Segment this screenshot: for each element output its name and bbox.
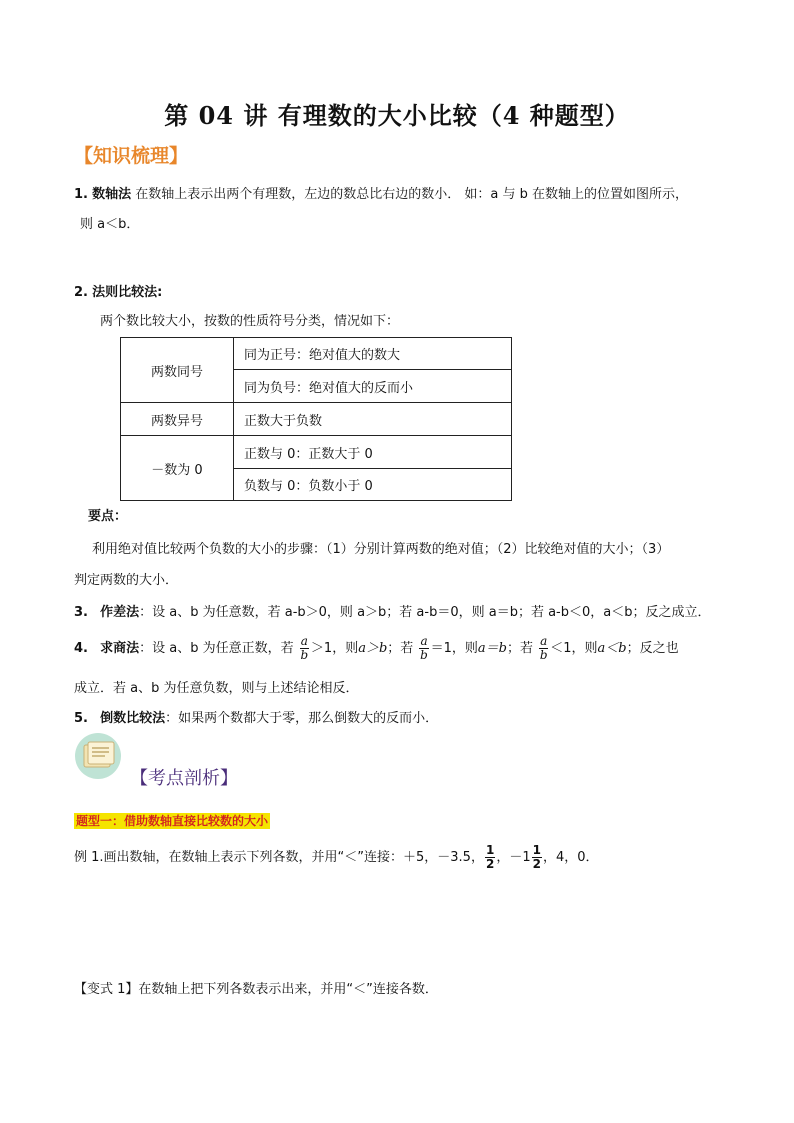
type-title: 题型一：借助数轴直接比较数的大小: [76, 814, 269, 828]
type-heading: [74, 810, 270, 829]
item-number: 3.: [74, 605, 88, 620]
table-cell-case: 同为正号：绝对值大的数大: [234, 338, 512, 370]
example-text: ，4，0．: [542, 850, 599, 865]
item-text: ；若: [506, 641, 533, 656]
item-text: ：如果两个数都大于零，那么倒数大的反而小．: [165, 711, 439, 726]
item-quotient-method: [74, 632, 679, 666]
item-text: a＞b: [358, 641, 388, 656]
item-text: a＝b: [477, 641, 507, 656]
table-cell-case: 正数大于负数: [234, 403, 512, 436]
item-text: ；反之也: [626, 641, 679, 656]
fraction-one-half: $\frac{1}{2}$: [485, 843, 495, 871]
item-rule-compare: [74, 284, 162, 302]
fraction-a-over-b: $\frac{a}{b}$: [300, 634, 309, 662]
page-title: 第 04 讲 有理数的大小比较（4 种题型）: [164, 101, 630, 130]
item-text: ＝1，则: [430, 641, 478, 656]
fraction-one-half: $\frac{1}{2}$: [532, 843, 541, 871]
item-label: 作差法: [100, 605, 140, 620]
item-text: ：设 a、b 为任意数，若 a-b＞0，则 a＞b；若 a-b＝0，则 a＝b；若 a-b＜0，a＜b；反之成立．: [139, 605, 711, 620]
key-points-line2: 判定两数的大小．: [74, 573, 179, 588]
key-points-line1: 利用绝对值比较两个负数的大小的步骤：（1）分别计算两数的绝对值；（2）比较绝对值的大小；（3）: [92, 542, 670, 557]
item-reciprocal-method: [74, 710, 438, 728]
example-text: 例 1.画出数轴，在数轴上表示下列各数，并用“＜”连接：＋5，－3.5，: [74, 850, 484, 865]
item-text: ：设 a、b 为任意正数，若: [139, 641, 294, 656]
item-text: a＜b: [597, 641, 627, 656]
table-cell-category: 两数同号: [121, 338, 234, 403]
variant-label: 【变式 1】: [74, 982, 139, 997]
rules-table: [120, 337, 512, 501]
item-intro: 两个数比较大小，按数的性质符号分类，情况如下：: [100, 314, 400, 329]
item-text: ＜1，则: [550, 641, 598, 656]
table-cell-category: －数为 0: [121, 436, 234, 501]
item-label: 数轴法: [92, 187, 132, 202]
table-cell-case: 同为负号：绝对值大的反而小: [234, 370, 512, 403]
section-heading-analysis: 【考点剖析】: [130, 768, 238, 789]
example-1: [74, 844, 599, 871]
example-text: ，－1: [496, 850, 531, 865]
section-heading-knowledge: 【知识梳理】: [74, 145, 189, 167]
item-label: 求商法: [100, 641, 140, 656]
item-text: ＞1，则: [310, 641, 359, 656]
variant-text: 在数轴上把下列各数表示出来，并用“＜”连接各数．: [138, 982, 438, 997]
item-text: 在数轴上表示出两个有理数，左边的数总比右边的数小． 如：a 与 b 在数轴上的位置如图所示，: [135, 187, 689, 202]
key-points-label: 要点：: [88, 509, 128, 524]
item-label: 倒数比较法: [100, 711, 166, 726]
fraction-a-over-b: $\frac{a}{b}$: [420, 634, 428, 662]
notebook-icon: [75, 733, 121, 779]
variant-1: [74, 981, 438, 999]
item-difference-method: [74, 604, 710, 622]
item-text-line2: 成立．若 a、b 为任意负数，则与上述结论相反．: [74, 681, 359, 696]
table-cell-category: 两数异号: [121, 403, 234, 436]
item-number: 4.: [74, 641, 88, 656]
table-cell-case: 负数与 0：负数小于 0: [234, 469, 512, 501]
item-number: 2.: [74, 285, 88, 300]
item-text: ；若: [387, 641, 414, 656]
item-number: 5.: [74, 711, 88, 726]
item-text-line2: 则 a＜b．: [80, 217, 140, 232]
item-label: 法则比较法:: [92, 285, 163, 300]
fraction-a-over-b: $\frac{a}{b}$: [539, 634, 548, 662]
item-number: 1.: [74, 187, 88, 202]
item-numeric-axis: [74, 186, 688, 204]
table-cell-case: 正数与 0：正数大于 0: [234, 436, 512, 469]
